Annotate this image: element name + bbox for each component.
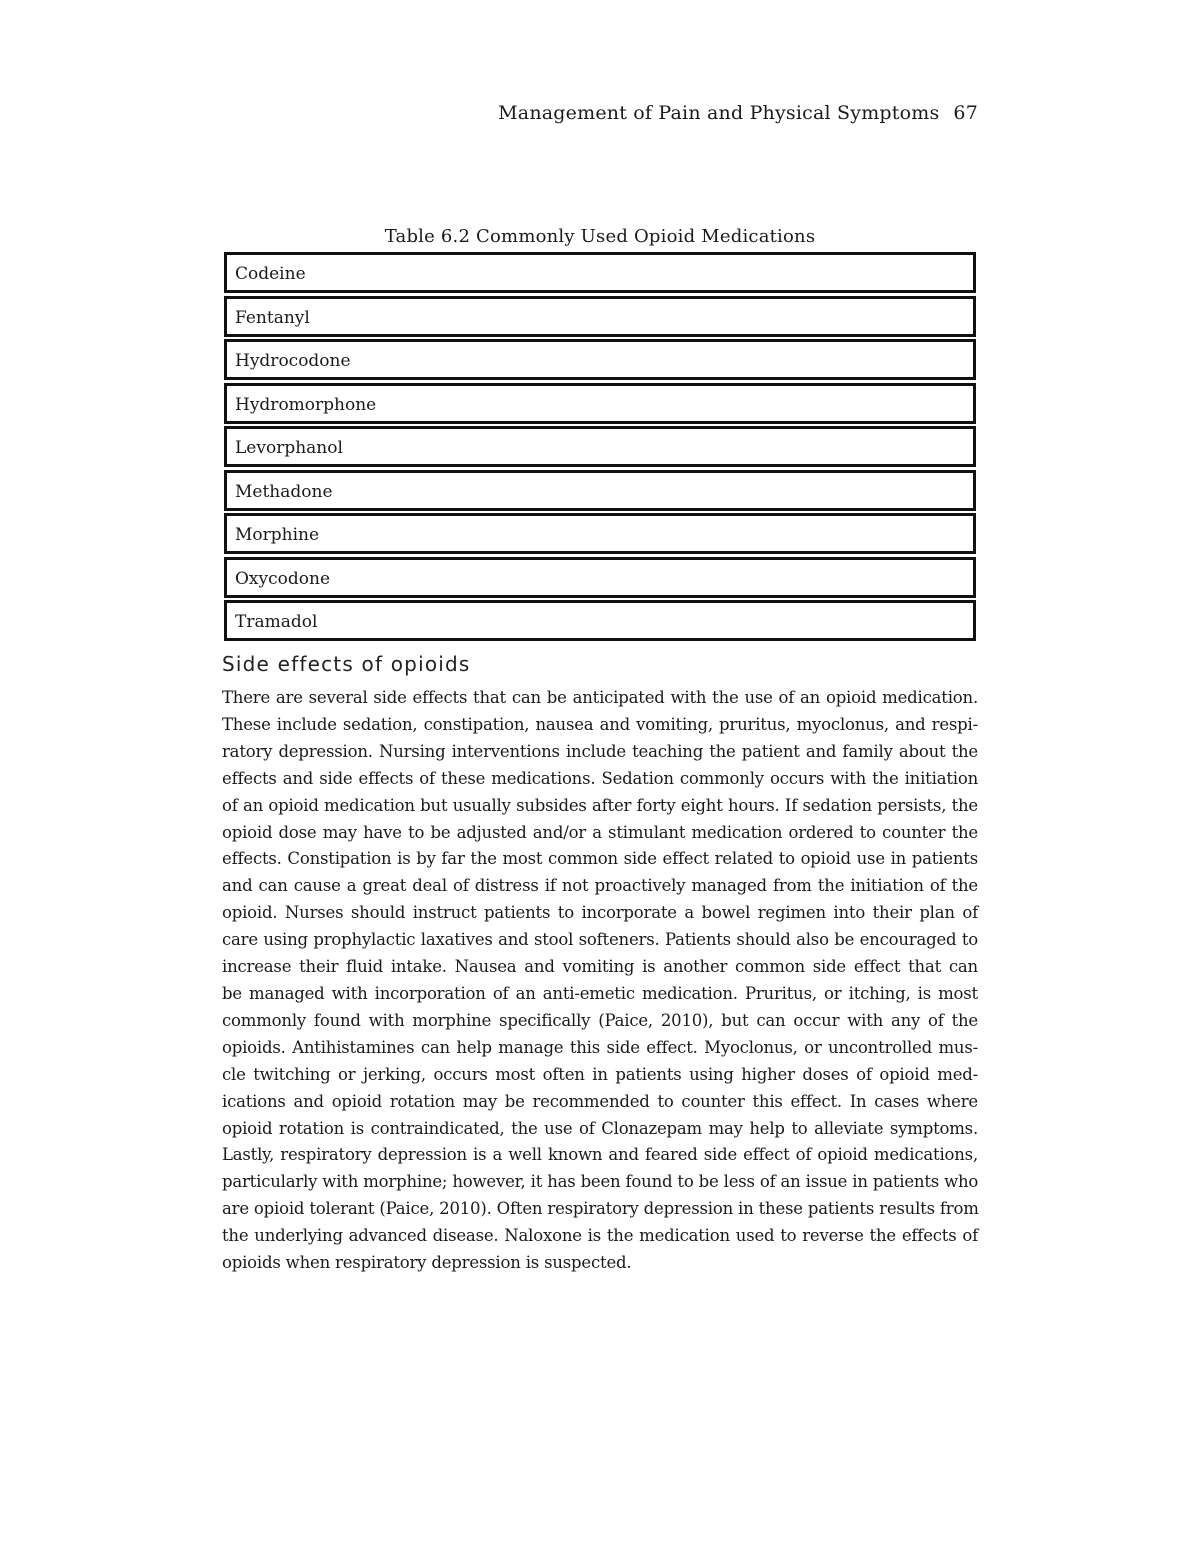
paragraph-line: opioids when respiratory depression is suspected. — [222, 1253, 632, 1273]
table-row: Codeine — [224, 252, 976, 293]
paragraph-line: the underlying advanced disease. Naloxone is the medication used to reverse the effects of — [222, 1226, 978, 1246]
body-paragraph — [222, 685, 978, 1277]
table-caption: Table 6.2 Commonly Used Opioid Medications — [384, 226, 816, 247]
paragraph-line: opioid dose may have to be adjusted and/or a stimulant medication ordered to counter the — [222, 822, 978, 842]
opioid-medications-table — [224, 252, 976, 644]
paragraph-line: There are several side effects that can be anticipated with the use of an opioid medication. — [222, 688, 978, 707]
running-title: Management of Pain and Physical Symptoms — [498, 102, 940, 124]
paragraph-line: of an opioid medication but usually subsides after forty eight hours. If sedation persists, the — [222, 795, 978, 815]
section-heading: Side effects of opioids — [222, 652, 471, 676]
paragraph-line: opioids. Antihistamines can help manage this side effect. Myoclonus, or uncontrolled mus- — [222, 1037, 978, 1057]
table-row: Fentanyl — [224, 296, 976, 337]
paragraph-line: commonly found with morphine specifically (Paice, 2010), but can occur with any of the — [222, 1010, 978, 1030]
paragraph-line: opioid. Nurses should instruct patients to incorporate a bowel regimen into their plan of — [222, 903, 978, 923]
running-head — [498, 102, 978, 124]
table-row: Oxycodone — [224, 557, 976, 598]
table-row: Morphine — [224, 513, 976, 554]
paragraph-line: care using prophylactic laxatives and stool softeners. Patients should also be encouraged to — [222, 930, 978, 950]
paragraph-line: effects and side effects of these medications. Sedation commonly occurs with the initiation — [222, 768, 978, 788]
paragraph-line: cle twitching or jerking, occurs most often in patients using higher doses of opioid med- — [222, 1064, 978, 1084]
page-number: 67 — [953, 102, 978, 124]
table-row: Levorphanol — [224, 426, 976, 467]
paragraph-line: Lastly, respiratory depression is a well known and feared side effect of opioid medications, — [222, 1145, 978, 1165]
paragraph-line: increase their fluid intake. Nausea and vomiting is another common side effect that can — [222, 957, 978, 977]
paragraph-line: are opioid tolerant (Paice, 2010). Often respiratory depression in these patients results from — [222, 1199, 979, 1219]
paragraph-line: be managed with incorporation of an anti-emetic medication. Pruritus, or itching, is most — [222, 983, 978, 1003]
paragraph-line: These include sedation, constipation, nausea and vomiting, pruritus, myoclonus, and respi- — [222, 714, 978, 734]
paragraph-line: and can cause a great deal of distress if not proactively managed from the initiation of the — [222, 876, 978, 896]
table-row: Hydromorphone — [224, 383, 976, 424]
paragraph-line: opioid rotation is contraindicated, the use of Clonazepam may help to alleviate symptoms. — [222, 1118, 978, 1138]
paragraph-line: particularly with morphine; however, it has been found to be less of an issue in patients who — [222, 1172, 979, 1192]
paragraph-line: effects. Constipation is by far the most common side effect related to opioid use in patients — [222, 849, 978, 869]
paragraph-line: ratory depression. Nursing interventions include teaching the patient and family about the — [222, 741, 978, 761]
table-row: Methadone — [224, 470, 976, 511]
table-row: Hydrocodone — [224, 339, 976, 380]
paragraph-line: ications and opioid rotation may be recommended to counter this effect. In cases where — [222, 1091, 978, 1111]
table-row: Tramadol — [224, 600, 976, 641]
